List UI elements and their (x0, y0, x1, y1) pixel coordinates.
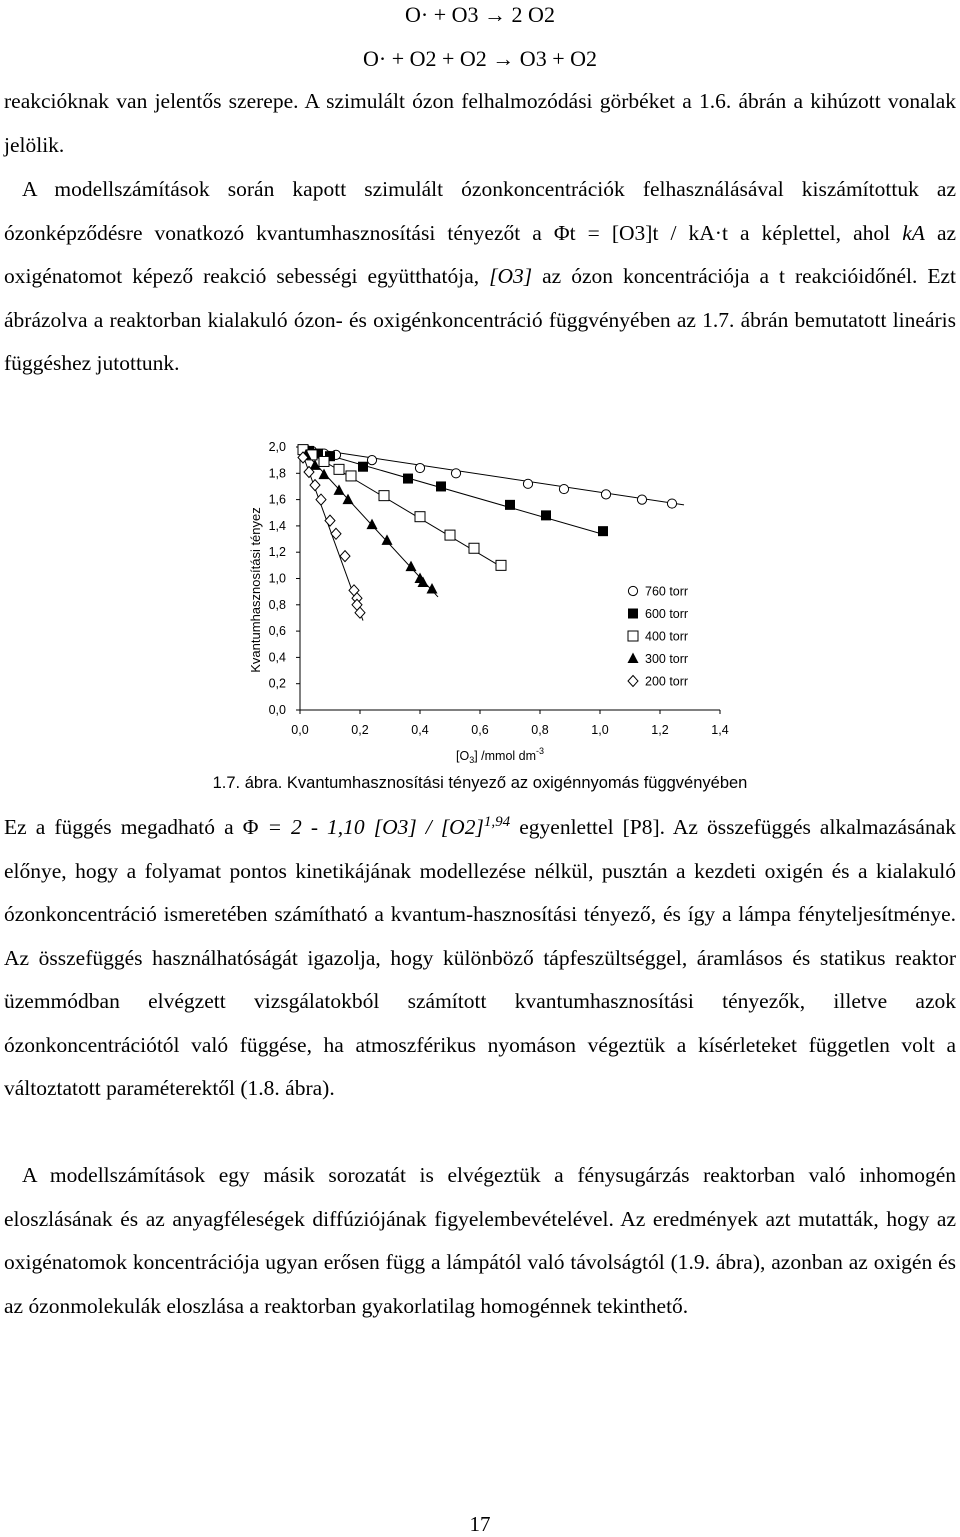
legend-label: 400 torr (645, 629, 689, 644)
data-point (427, 583, 438, 594)
x-tick-label: 0,4 (411, 723, 429, 737)
data-point (523, 479, 532, 488)
quantum-yield-chart (230, 430, 760, 770)
data-point (334, 484, 345, 495)
y-tick-label: 0,2 (268, 676, 286, 691)
paragraph-3-rest: egyenlettel [P8]. Az összefüggés alkalmazásának előnye, hogy a folyamat pontos kinetikájának modellezése nélkül, pusztán a kezdeti oxigén és a kialakuló ózonkoncentráció ismeretében számítható a kvantum-hasznosítási tényező, és így a lámpa fényteljesítménye. Az összefüggés használhatóságát igazolja, hogy különböző tápfeszültséggel, áramlásos és statikus reaktor üzemmódban elvégzett vizsgálatokból számított kvantumhasznosítási tényezők, illetve azok ózonkoncentrációtól való függése, ha atmoszférikus nyomáson végeztük a kísérleteket független volt a változtatott paraméterektől (1.8. ábra). (4, 815, 957, 1100)
reaction-equation-2 (0, 46, 960, 72)
paragraph-2-intro: A modellszámítások során kapott szimulált ózonkoncentrációk felhasználásával kiszámítottuk az ózonképződésre vonatkozó kvantumhasznosítási tényezőt a (4, 177, 956, 245)
plot-area (269, 440, 729, 737)
x-tick-label: 0,6 (471, 723, 489, 737)
data-point (436, 481, 446, 491)
paragraph-2-rest-1: az oxigénatomot képező reakció sebességi együtthatója, (4, 220, 957, 288)
data-point (451, 469, 460, 478)
page-number-text: 17 (469, 1512, 491, 1536)
equation-2-text: O· + O2 + O2 → O3 + O2 (363, 46, 597, 71)
legend-label: 200 torr (645, 674, 689, 689)
rate-constant-symbol: kA (902, 220, 925, 245)
paragraph-3-intro: Ez a függés megadható a (4, 815, 234, 839)
data-point (367, 456, 376, 465)
data-point (601, 490, 610, 499)
legend-label: 760 torr (645, 584, 689, 599)
y-tick-label: 1,6 (268, 492, 286, 507)
legend-marker (628, 609, 638, 619)
x-tick-label: 0,2 (351, 723, 369, 737)
data-point (469, 543, 479, 553)
fit-line (300, 447, 684, 505)
data-point (496, 560, 506, 570)
paragraph-3 (4, 806, 956, 1111)
data-point (637, 495, 646, 504)
data-point (403, 474, 413, 484)
legend-label: 600 torr (645, 607, 689, 621)
data-point (310, 480, 320, 491)
legend-marker (628, 653, 639, 664)
data-point (559, 484, 568, 493)
quantum-yield-formula: Φt = [O3]t / kA·t (553, 220, 728, 245)
ozone-concentration-symbol: [O3] (489, 264, 533, 288)
data-point (319, 456, 329, 466)
data-point (358, 462, 368, 472)
data-point (319, 469, 330, 480)
paragraph-2-mid: a képlettel, ahol (740, 220, 891, 245)
correlation-formula-rhs: = 2 - 1,10 [O3] / [O2] (267, 815, 484, 839)
page-number (0, 1512, 960, 1537)
x-axis-label: $[O_3]$ /mmol $dm^{-3}$ (456, 746, 545, 765)
x-tick-label: 1,0 (591, 723, 609, 737)
y-tick-label: 1,0 (268, 571, 286, 586)
x-tick-label: 1,4 (711, 723, 729, 737)
y-tick-label: 0,0 (268, 703, 286, 717)
data-point (415, 463, 424, 472)
data-point (325, 515, 335, 526)
legend-marker (628, 586, 637, 595)
data-point (382, 534, 393, 545)
paragraph-4-text: A modellszámítások egy másik sorozatát is elvégeztük a fénysugárzás reaktorban való inhomogén eloszlásának és az anyagféleségek diffúziójának figyelembevételével. Az eredmények azt mutatták, hogy az oxigénatomok koncentrációja ugyan erősen függ a lámpától való távolságtól (1.9. ábra), azonban az oxigén és az ózonmolekulák eloszlása a reaktorban gyakorlatilag homogénnek tekinthető. (4, 1163, 956, 1318)
data-point (334, 464, 344, 474)
y-tick-label: 0,8 (268, 597, 286, 612)
data-point (445, 530, 455, 540)
data-point (406, 561, 417, 572)
paragraph-1-text: reakcióknak van jelentős szerepe. A szimulált ózon felhalmozódási görbéket a 1.6. ábrán a kihúzott vonalak jelölik. (4, 89, 956, 157)
y-tick-label: 0,6 (268, 624, 286, 639)
x-tick-label: 0,8 (531, 723, 549, 737)
y-tick-label: 0,4 (268, 650, 286, 665)
paragraph-2-rest-2: az ózon koncentrációja a t reakcióidőnél. Ezt ábrázolva a reaktorban kialakuló ózon- és oxigénkoncentráció függvényében az 1.7. ábrán bemutatott lineáris függéshez jutottunk. (4, 264, 957, 375)
data-point (505, 500, 515, 510)
legend-marker (628, 676, 638, 687)
equation-1-text: O· + O3 → 2 O2 (405, 2, 555, 27)
data-point (367, 519, 378, 530)
figure-caption-text: 1.7. ábra. Kvantumhasznosítási tényező az oxigénnyomás függvényében (212, 774, 748, 792)
y-tick-label: 2,0 (268, 440, 286, 454)
y-tick-label: 1,4 (268, 518, 286, 533)
correlation-exponent: 1,94 (483, 813, 511, 830)
data-point (346, 471, 356, 481)
y-tick-label: 1,2 (268, 545, 286, 560)
correlation-formula-lhs: Φ (242, 815, 259, 839)
x-tick-label: 0,0 (291, 723, 309, 737)
figure-caption (0, 774, 960, 793)
data-point (667, 499, 676, 508)
data-point (598, 526, 608, 536)
data-point (415, 512, 425, 522)
data-point (541, 510, 551, 520)
x-tick-label: 1,2 (651, 723, 669, 737)
y-tick-label: 1,8 (268, 466, 286, 481)
paragraph-4 (4, 1154, 956, 1328)
y-axis-label: Kvantumhasznosítási tényez (248, 507, 263, 673)
legend-marker (628, 631, 638, 641)
data-point (379, 491, 389, 501)
reaction-equation-1 (0, 2, 960, 28)
paragraph-1 (4, 80, 956, 167)
legend-label: 300 torr (645, 652, 689, 666)
paragraph-2 (4, 168, 956, 386)
